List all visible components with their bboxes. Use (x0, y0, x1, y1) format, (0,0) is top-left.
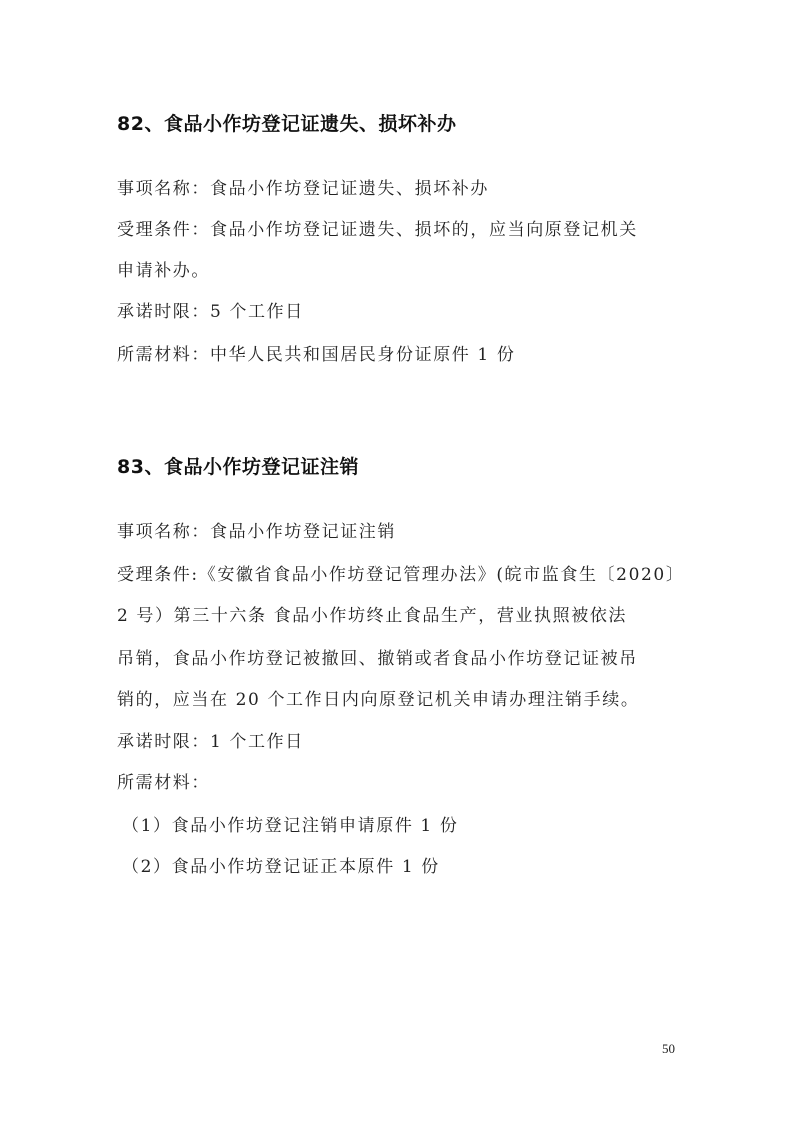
section-82-acceptance-conditions: 受理条件：食品小作坊登记证遗失、损坏的，应当向原登记机关 (117, 220, 638, 240)
section-82-item-name: 事项名称：食品小作坊登记证遗失、损坏补办 (117, 179, 489, 199)
section-83-time-limit: 承诺时限：1 个工作日 (117, 732, 304, 752)
section-83-item-name: 事项名称：食品小作坊登记证注销 (117, 522, 396, 542)
section-82-required-materials: 所需材料：中华人民共和国居民身份证原件 1 份 (117, 345, 516, 365)
section-83-acceptance-conditions-cont-1: 2 号）第三十六条 食品小作坊终止食品生产，营业执照被依法 (117, 606, 628, 626)
section-83-heading: 83、食品小作坊登记证注销 (117, 456, 359, 478)
section-83-material-1: （1）食品小作坊登记注销申请原件 1 份 (122, 816, 459, 836)
section-82-heading: 82、食品小作坊登记证遗失、损坏补办 (117, 113, 457, 135)
section-83-acceptance-conditions-cont-2: 吊销，食品小作坊登记被撤回、撤销或者食品小作坊登记证被吊 (117, 649, 638, 669)
section-82-acceptance-conditions-cont: 申请补办。 (117, 261, 210, 281)
section-83-acceptance-conditions-cont-3: 销的，应当在 20 个工作日内向原登记机关申请办理注销手续。 (117, 690, 640, 710)
page-number: 50 (662, 1041, 675, 1056)
section-83-material-2: （2）食品小作坊登记证正本原件 1 份 (122, 857, 440, 877)
section-83-acceptance-conditions: 受理条件:《安徽省食品小作坊登记管理办法》(皖市监食生〔2020〕 (117, 565, 685, 585)
section-83-required-materials-label: 所需材料： (117, 773, 210, 793)
section-82-time-limit: 承诺时限：5 个工作日 (117, 302, 304, 322)
